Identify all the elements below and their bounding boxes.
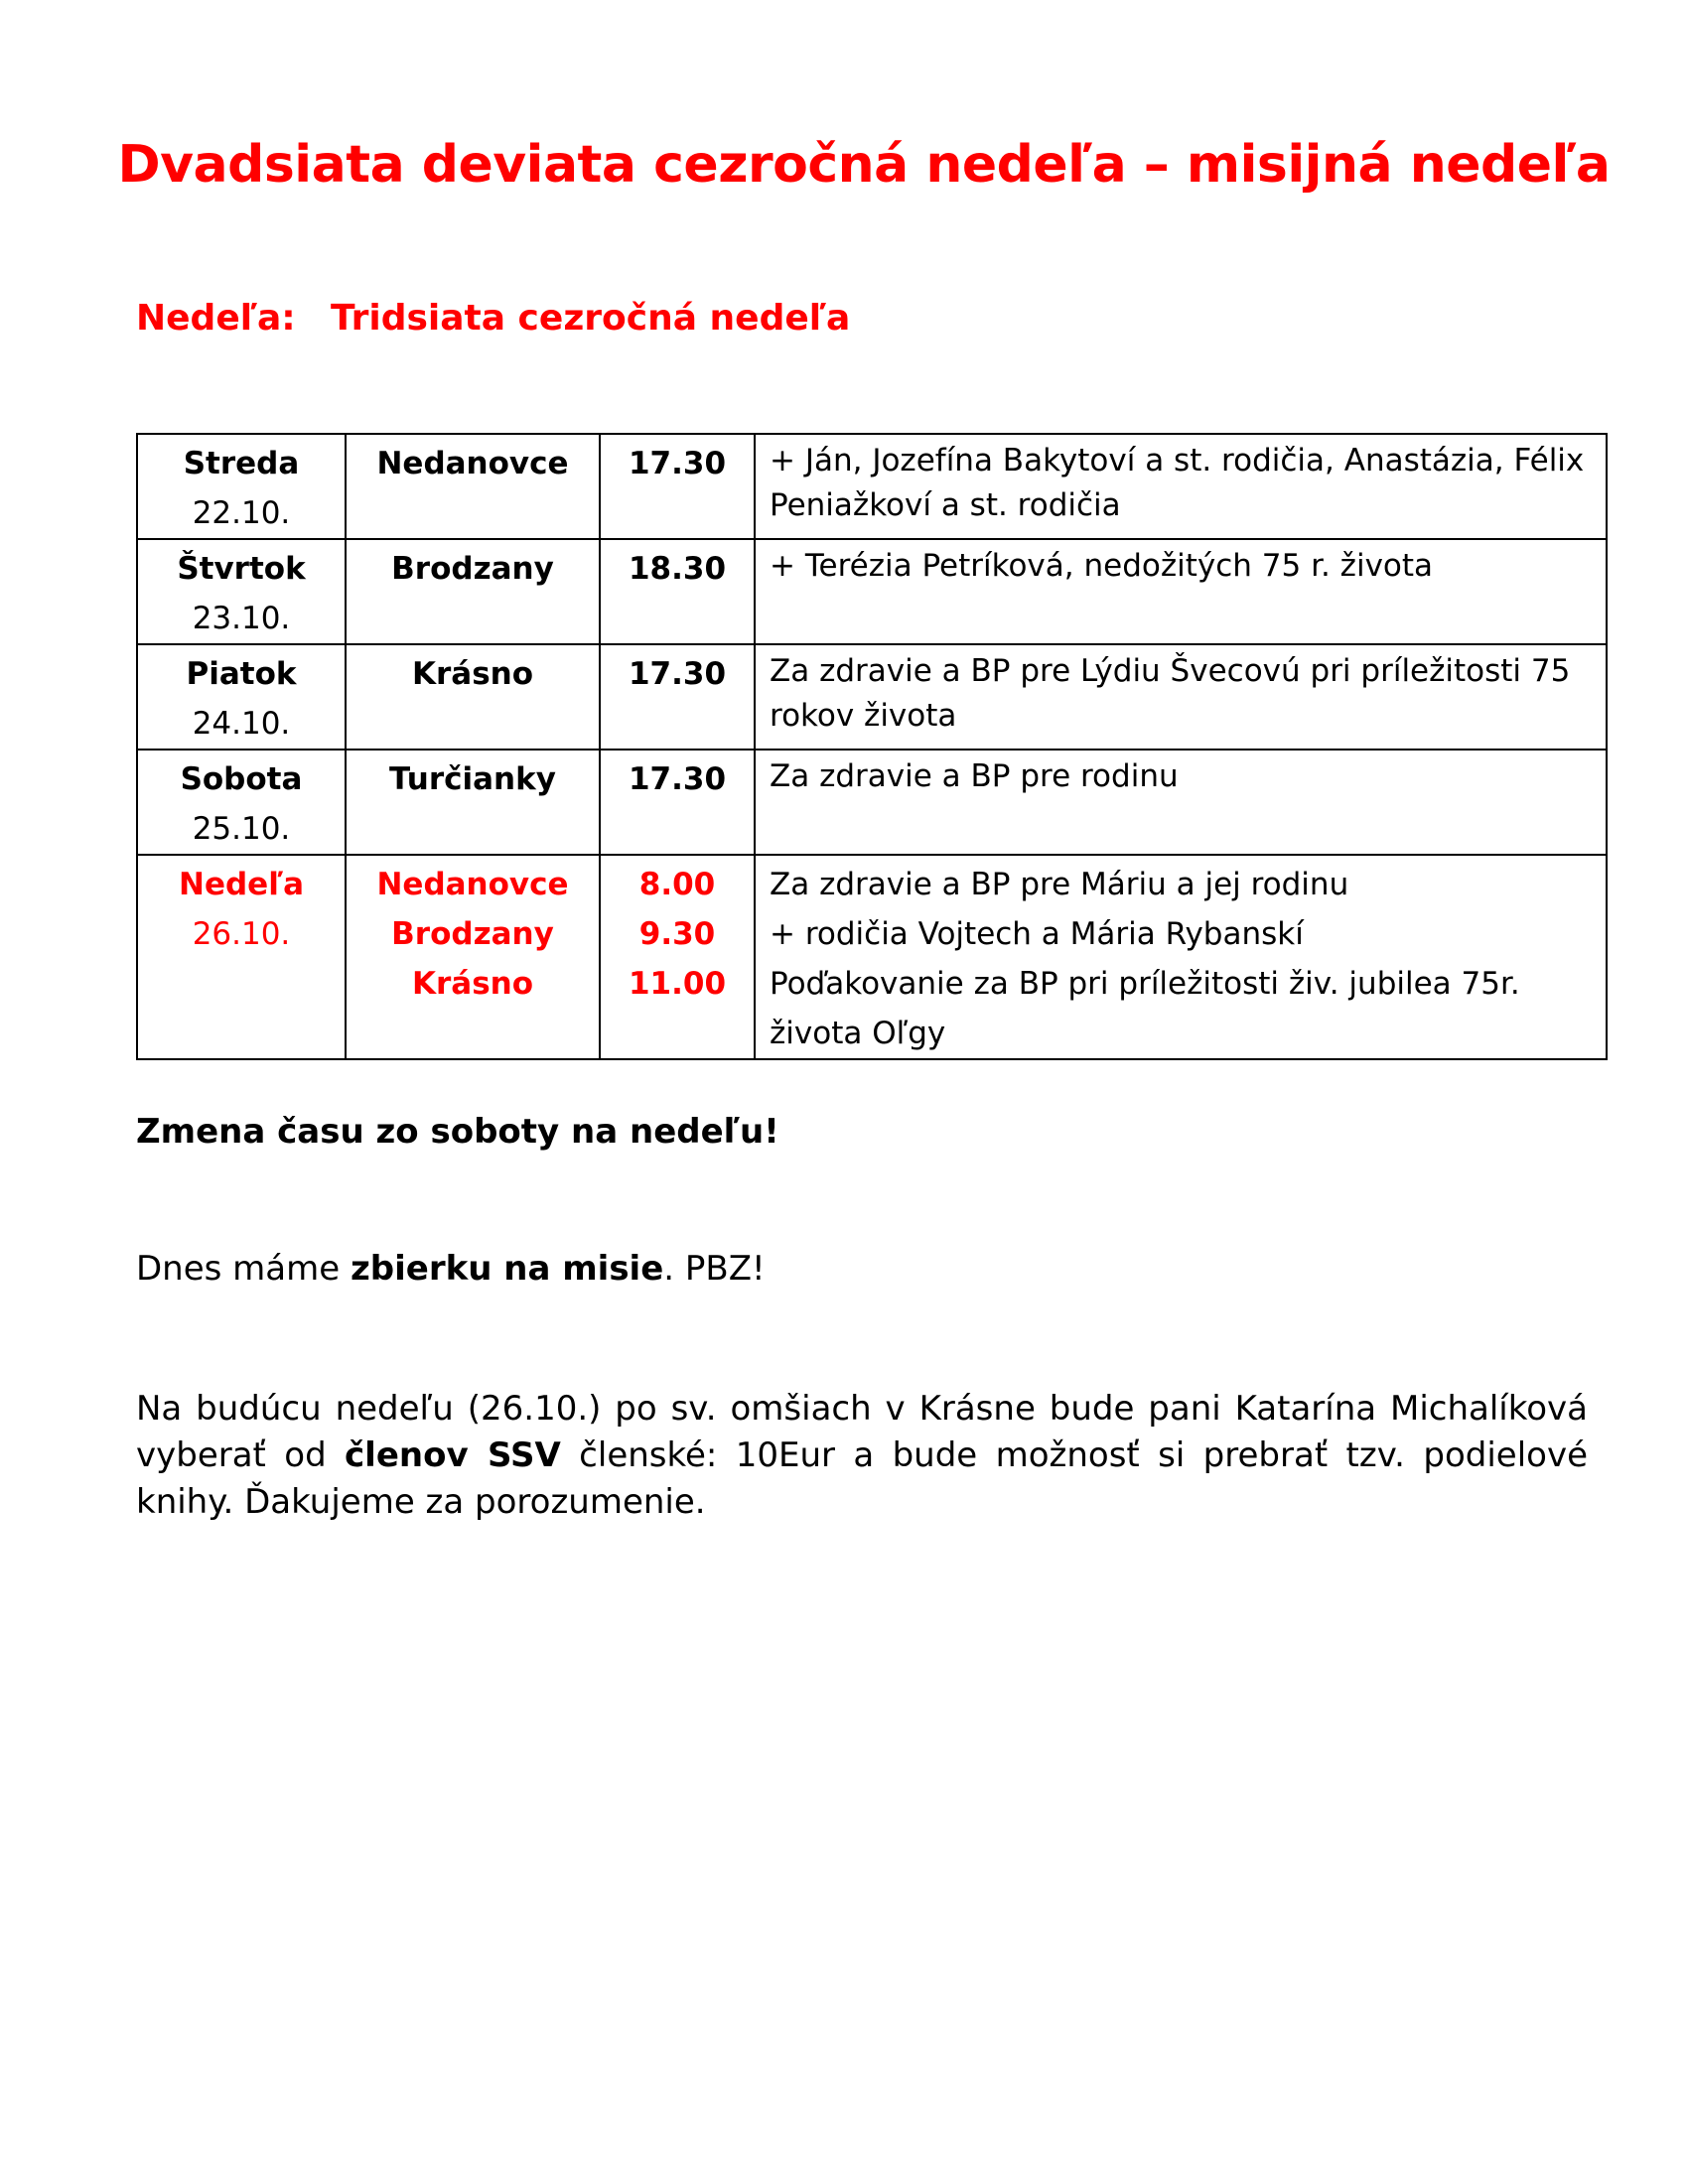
table-row: [137, 539, 1607, 644]
time-cell: [600, 855, 755, 1059]
next-sunday-value: Tridsiata cezročná nedeľa: [331, 298, 851, 339]
table-row: [137, 434, 1607, 539]
next-sunday-label: Nedeľa:: [136, 298, 296, 339]
table-row: [137, 644, 1607, 750]
intention-text: + rodičia Vojtech a Mária Rybanskí: [770, 916, 1304, 952]
table-row: [137, 750, 1607, 855]
intention-cell: [755, 539, 1607, 644]
day-date: 26.10.: [192, 916, 291, 952]
day-date: 23.10.: [192, 601, 291, 636]
day-date: 24.10.: [192, 706, 291, 742]
intention-text: + Terézia Petríková, nedožitých 75 r. života: [770, 548, 1434, 584]
mass-time: 17.30: [628, 656, 727, 692]
intention-cell: [755, 434, 1607, 539]
day-date: 25.10.: [192, 811, 291, 847]
day-cell: [137, 434, 346, 539]
place-name: Krásno: [411, 966, 534, 1002]
intention-text: + Ján, Jozefína Bakytoví a st. rodičia, Anastázia, Félix Peniažkoví a st. rodičia: [770, 443, 1585, 523]
time-cell: [600, 539, 755, 644]
day-cell: [137, 644, 346, 750]
time-change-notice: Zmena času zo soboty na nedeľu!: [136, 1112, 779, 1152]
place-cell: [346, 434, 600, 539]
table-row: [137, 855, 1607, 1059]
time-cell: [600, 644, 755, 750]
intention-cell: [755, 644, 1607, 750]
mass-time: 11.00: [628, 966, 727, 1002]
mass-time: 8.00: [638, 867, 716, 902]
place-name: Nedanovce: [376, 446, 569, 481]
day-name: Sobota: [180, 761, 303, 797]
place-name: Turčianky: [389, 761, 556, 797]
collection-notice: [136, 1249, 766, 1289]
day-name: Piatok: [186, 656, 297, 692]
mass-time: 17.30: [628, 446, 727, 481]
intention-text: Za zdravie a BP pre Máriu a jej rodinu: [770, 867, 1349, 902]
page-title: Dvadsiata deviata cezročná nedeľa – misijná nedeľa: [117, 135, 1611, 195]
place-name: Nedanovce: [376, 867, 569, 902]
place-cell: [346, 855, 600, 1059]
announcement-paragraph: [136, 1386, 1588, 1526]
day-cell: [137, 539, 346, 644]
day-name: Nedeľa: [179, 867, 304, 902]
place-cell: [346, 644, 600, 750]
time-cell: [600, 434, 755, 539]
place-name: Brodzany: [391, 551, 554, 587]
day-date: 22.10.: [192, 495, 291, 531]
intention-cell: [755, 855, 1607, 1059]
intention-text: Za zdravie a BP pre Lýdiu Švecovú pri príležitosti 75 rokov života: [770, 653, 1571, 734]
intention-text: Poďakovanie za BP pri príležitosti živ. jubilea 75r. života Oľgy: [770, 966, 1520, 1051]
mass-time: 9.30: [638, 916, 716, 952]
place-cell: [346, 750, 600, 855]
time-cell: [600, 750, 755, 855]
next-sunday-line: [136, 298, 850, 339]
day-name: Štvrtok: [177, 551, 306, 587]
collection-bold: zbierku na misie: [350, 1249, 664, 1289]
place-name: Brodzany: [391, 916, 554, 952]
announcement-bold: členov SSV: [345, 1435, 561, 1475]
place-name: Krásno: [411, 656, 534, 692]
announcement-text-end: členské: 10Eur a bude možnosť si prebrať tzv. podielové knihy. Ďakujeme za porozumenie.: [136, 1435, 1588, 1522]
day-name: Streda: [183, 446, 300, 481]
mass-time: 18.30: [628, 551, 727, 587]
collection-text: Dnes máme: [136, 1249, 351, 1289]
intention-text: Za zdravie a BP pre rodinu: [770, 758, 1179, 794]
collection-text-end: . PBZ!: [663, 1249, 766, 1289]
intention-cell: [755, 750, 1607, 855]
place-cell: [346, 539, 600, 644]
mass-schedule-table: [136, 433, 1608, 1060]
mass-time: 17.30: [628, 761, 727, 797]
day-cell: [137, 750, 346, 855]
day-cell: [137, 855, 346, 1059]
announcement-text: Na budúcu nedeľu (26.10.) po sv. omšiach v Krásne bude pani Katarína Michalíková vyberať od: [136, 1389, 1588, 1475]
